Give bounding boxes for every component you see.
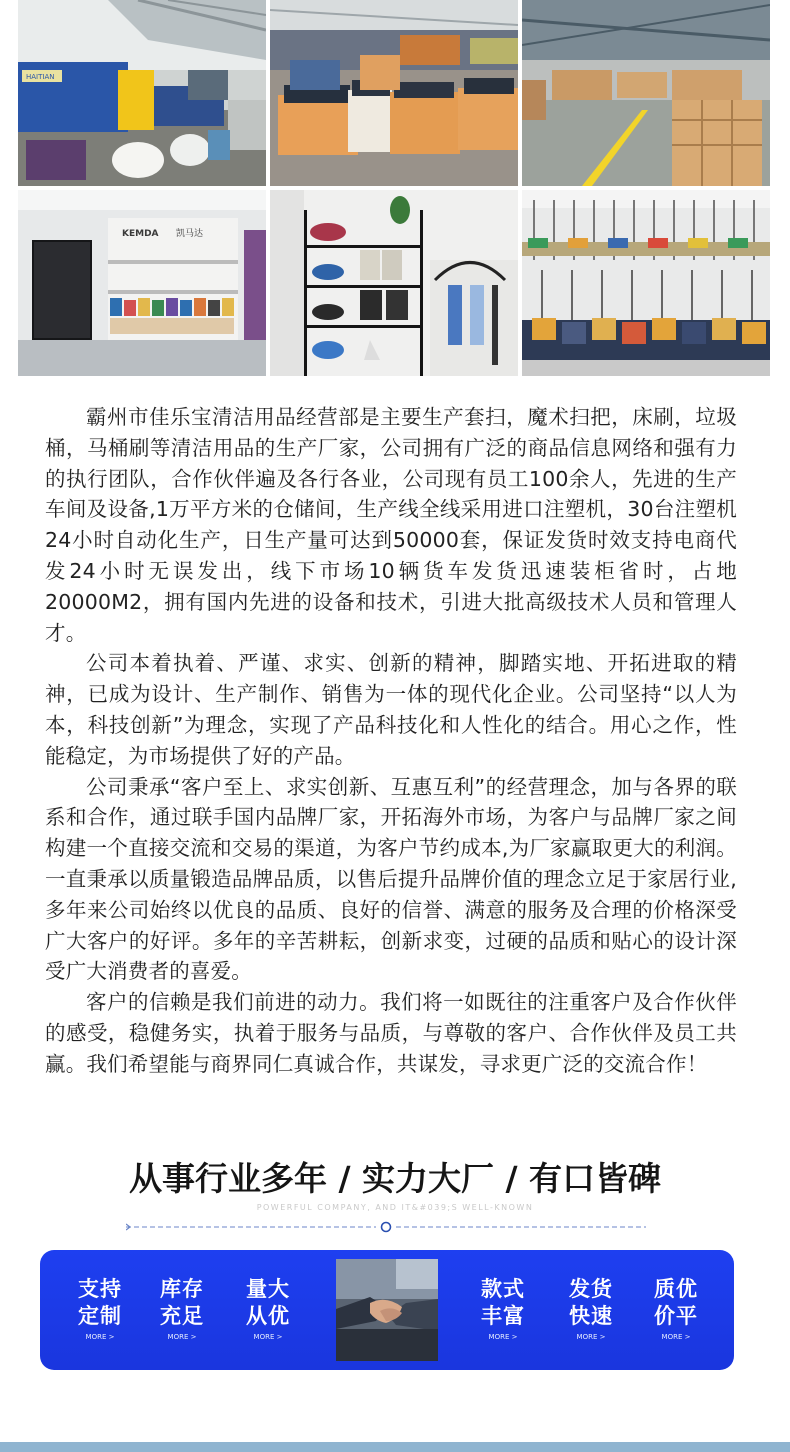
feature-line1: 发货 (569, 1277, 613, 1301)
feature-line2: 充足 (160, 1304, 204, 1328)
machine-label: HAITIAN (26, 73, 55, 81)
more-link[interactable]: MORE > (488, 1333, 518, 1341)
intro-paragraph: 客户的信赖是我们前进的动力。我们将一如既往的注重客户及合作伙伴的感受，稳健务实，执着于服务与品质，与尊敬的客户、合作伙伴及员工共赢。我们希望能与商界同仁真诚合作，共谋发，寻求更广泛的交流合作！ (45, 990, 737, 1076)
photo-gallery (0, 0, 790, 380)
feature-line1: 支持 (78, 1277, 122, 1301)
showroom-photo (18, 190, 266, 376)
more-link[interactable]: MORE > (576, 1333, 606, 1341)
warehouse-crates-photo (270, 0, 518, 186)
feature-bulk-discount[interactable] (223, 1276, 313, 1341)
bottom-bar (0, 1442, 790, 1452)
divider-circle-icon (382, 1223, 391, 1232)
intro-paragraph: 公司秉承“客户至上、求实创新、互惠互利”的经营理念，加与各界的联系和合作，通过联手国内品牌厂家，开拓海外市场，为客户与品牌厂家之间构建一个直接交流和交易的渠道，为客户节约成本,为厂家赢取更大的利润。一直秉承以质量锻造品牌品质，以售后提升品牌价值的理念立足于家居行业, 多年来公司始终以优良的品质、良好的信誉、满意的服务及合理的价格深受广大客户的好评。多年的辛苦耕耘，创新求变，过硬的品质和贴心的设计深受广大消费者的喜爱。 (45, 774, 737, 984)
intro-paragraph: 公司本着执着、严谨、求实、创新的精神，脚踏实地、开拓进取的精神，已成为设计、生产制作、销售为一体的现代化企业。公司坚持“以人为本，科技创新”为理念，实现了产品科技化和人性化的结合。用心之作，性能稳定，为市场提供了好的产品。 (45, 651, 737, 768)
showroom-logo-cn: 凯马达 (176, 229, 204, 239)
company-introduction (45, 402, 737, 1080)
feature-line1: 质优 (654, 1277, 698, 1301)
intro-paragraph: 霸州市佳乐宝清洁用品经营部是主要生产套扫，魔术扫把，床刷，垃圾桶，马桶刷等清洁用品的生产厂家，公司拥有广泛的商品信息网络和强有力的执行团队，合作伙伴遍及各行各业，公司现有员工100余人，先进的生产车间及设备,1万平方米的仓储间，生产线全线采用进口注塑机，30台注塑机24小时自动化生产，日生产量可达到50000套，保证发货时效支持电商代发24小时无误发出，线下市场10辆货车发货迅速装柜省时，占地20000M2，拥有国内先进的设备和技术，引进大批高级技术人员和管理人才。 (45, 405, 737, 645)
feature-line2: 定制 (78, 1304, 122, 1328)
slogan-subtitle: POWERFUL COMPANY, AND IT&#039;S WELL-KNOWN (256, 1203, 534, 1212)
feature-line2: 价平 (654, 1304, 698, 1328)
decorative-divider (126, 1219, 646, 1235)
slogan-title: 从事行业多年 / 实力大厂 / 有口皆碑 (128, 1159, 662, 1198)
feature-line2: 快速 (569, 1304, 613, 1328)
dustpan-display-photo (522, 190, 770, 376)
more-link[interactable]: MORE > (85, 1333, 115, 1341)
feature-line2: 从优 (246, 1304, 290, 1328)
feature-line1: 量大 (246, 1277, 290, 1301)
display-shelf-photo (270, 190, 518, 376)
feature-quality-price[interactable] (631, 1276, 721, 1341)
feature-customization[interactable] (55, 1276, 145, 1341)
feature-inventory[interactable] (137, 1276, 227, 1341)
more-link[interactable]: MORE > (167, 1333, 197, 1341)
more-link[interactable]: MORE > (253, 1333, 283, 1341)
warehouse-boxes-photo (522, 0, 770, 186)
injection-molding-machine-photo (18, 0, 266, 186)
feature-line2: 丰富 (481, 1304, 525, 1328)
feature-line1: 库存 (160, 1277, 204, 1301)
handshake-image (336, 1259, 438, 1361)
showroom-logo: KEMDA (122, 229, 159, 239)
feature-line1: 款式 (481, 1277, 525, 1301)
more-link[interactable]: MORE > (661, 1333, 691, 1341)
feature-variety[interactable] (458, 1276, 548, 1341)
feature-fast-shipping[interactable] (546, 1276, 636, 1341)
